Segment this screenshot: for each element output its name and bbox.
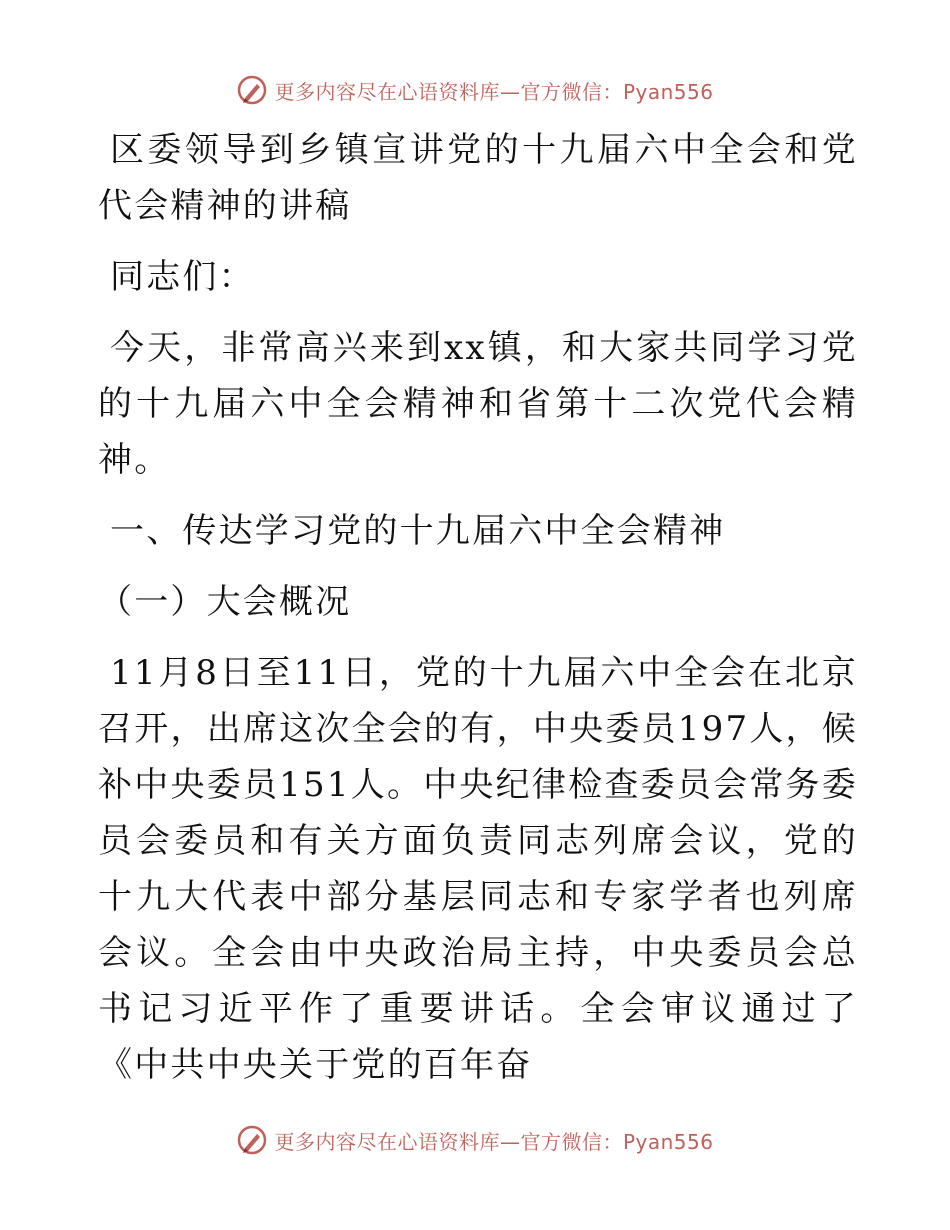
section-heading: 一、传达学习党的十九届六中全会精神 — [110, 511, 726, 551]
footer-watermark — [0, 1120, 950, 1160]
document-title: 区委领导到乡镇宣讲党的十九届六中全会和党代会精神的讲稿 — [98, 130, 858, 226]
document-body — [98, 122, 858, 1093]
pen-logo-icon — [236, 74, 268, 106]
salutation: 同志们： — [110, 257, 255, 297]
subsection-heading: （一）大会概况 — [98, 582, 352, 622]
header-watermark — [0, 70, 950, 110]
footer-watermark-text: 更多内容尽在心语资料库—官方微信：Pyan556 — [274, 1129, 714, 1154]
pen-logo-icon — [236, 1124, 268, 1156]
intro-paragraph: 今天，非常高兴来到xx镇，和大家共同学习党的十九届六中全会精神和省第十二次党代会精神。 — [98, 328, 858, 480]
body-paragraph: 11月8日至11日，党的十九届六中全会在北京召开，出席这次全会的有，中央委员197人，候补中央委员151人。中央纪律检查委员会常务委员会委员和有关方面负责同志列席会议，党的十九大代表中部分基层同志和专家学者也列席会议。全会由中央政治局主持，中央委员会总书记习近平作了重要讲话。全会审议通过了《中共中央关于党的百年奋 — [98, 653, 858, 1085]
header-watermark-text: 更多内容尽在心语资料库—官方微信：Pyan556 — [274, 79, 714, 104]
